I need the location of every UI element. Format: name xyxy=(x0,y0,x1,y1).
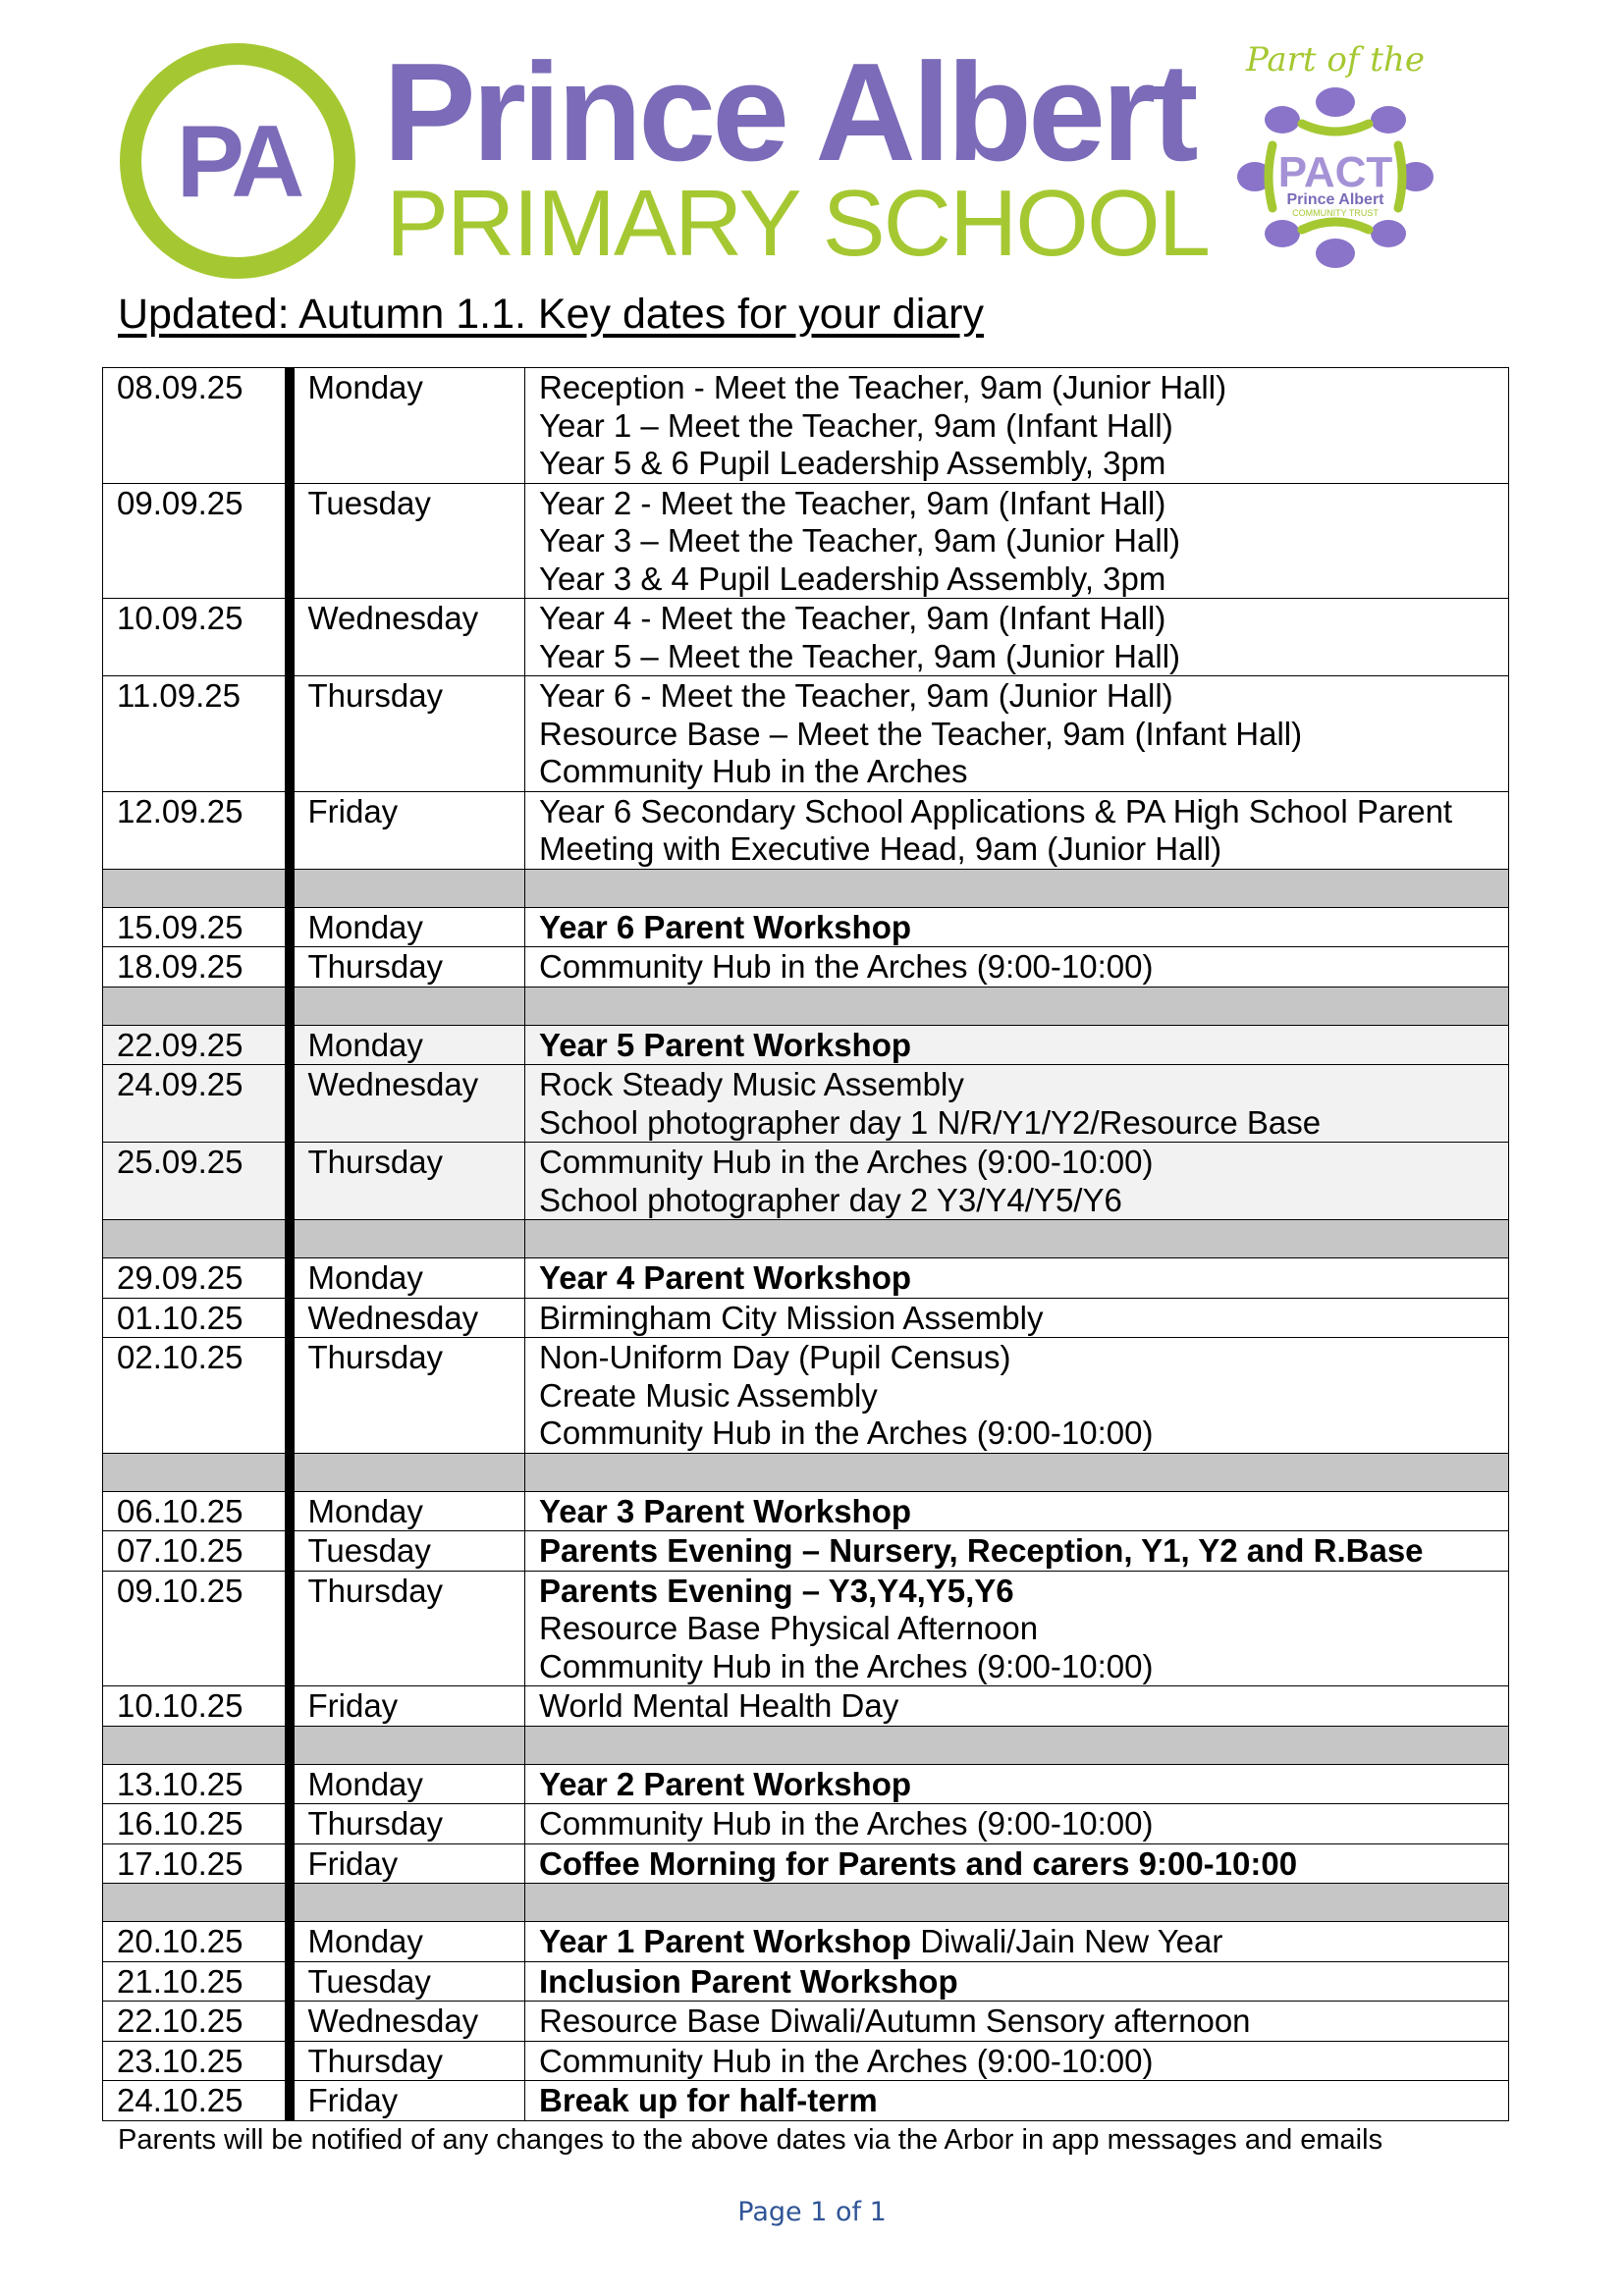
date-cell: 17.10.25 xyxy=(103,1843,290,1884)
day-cell: Friday xyxy=(290,791,525,869)
event-text: Resource Base – Meet the Teacher, 9am (Infant Hall) xyxy=(539,715,1303,752)
separator-cell xyxy=(103,1453,290,1491)
day-cell: Wednesday xyxy=(290,1065,525,1143)
pa-logo-initials: PA xyxy=(176,105,299,219)
day-cell: Monday xyxy=(290,1764,525,1804)
date-cell: 11.09.25 xyxy=(103,676,290,792)
event-line xyxy=(539,1377,1494,1415)
day-cell: Tuesday xyxy=(290,1531,525,1572)
date-cell: 22.10.25 xyxy=(103,2002,290,2042)
separator-cell xyxy=(525,1220,1509,1258)
date-cell: 01.10.25 xyxy=(103,1298,290,1338)
events-cell xyxy=(525,1686,1509,1727)
separator-cell xyxy=(290,1884,525,1922)
events-cell xyxy=(525,1298,1509,1338)
event-line xyxy=(539,1845,1494,1884)
date-cell: 13.10.25 xyxy=(103,1764,290,1804)
pact-tagline: Part of the xyxy=(1246,40,1425,80)
pa-logo xyxy=(118,41,357,281)
separator-cell xyxy=(103,1220,290,1258)
date-cell: 06.10.25 xyxy=(103,1491,290,1531)
date-cell: 21.10.25 xyxy=(103,1961,290,2002)
events-cell xyxy=(525,676,1509,792)
event-text: Year 4 Parent Workshop xyxy=(539,1259,912,1296)
event-text: Year 6 Parent Workshop xyxy=(539,908,912,945)
events-cell xyxy=(525,1143,1509,1220)
separator-cell xyxy=(290,869,525,907)
event-line xyxy=(539,638,1494,676)
event-line xyxy=(539,1766,1494,1804)
pact-line1: Prince Albert xyxy=(1286,191,1384,208)
event-line xyxy=(539,1415,1494,1453)
date-cell: 18.09.25 xyxy=(103,947,290,988)
date-cell: 09.10.25 xyxy=(103,1571,290,1686)
key-dates-body xyxy=(103,368,1509,2121)
day-cell: Friday xyxy=(290,2081,525,2121)
events-cell xyxy=(525,1804,1509,1844)
events-cell xyxy=(525,368,1509,484)
separator-cell xyxy=(525,987,1509,1025)
week-separator xyxy=(103,1453,1509,1491)
event-text: Year 5 – Meet the Teacher, 9am (Junior Hall) xyxy=(539,637,1181,674)
event-text: Non-Uniform Day (Pupil Census) xyxy=(539,1339,1011,1375)
event-line xyxy=(539,1339,1494,1377)
event-text: School photographer day 2 Y3/Y4/Y5/Y6 xyxy=(539,1181,1122,1218)
day-cell: Wednesday xyxy=(290,1298,525,1338)
week-separator xyxy=(103,1884,1509,1922)
date-cell: 08.09.25 xyxy=(103,368,290,484)
day-cell: Monday xyxy=(290,1258,525,1299)
event-line xyxy=(539,909,1494,947)
event-text: Year 5 & 6 Pupil Leadership Assembly, 3pm xyxy=(539,445,1166,481)
separator-cell xyxy=(525,1726,1509,1764)
event-line xyxy=(539,1182,1494,1220)
date-cell: 24.09.25 xyxy=(103,1065,290,1143)
table-row xyxy=(103,599,1509,676)
events-cell xyxy=(525,2002,1509,2042)
event-text: Year 3 – Meet the Teacher, 9am (Junior Hall) xyxy=(539,522,1181,559)
table-row xyxy=(103,1491,1509,1531)
footnote: Parents will be notified of any changes to the above dates via the Arbor in app messages and emails xyxy=(118,2124,1383,2156)
week-separator xyxy=(103,1220,1509,1258)
event-line xyxy=(539,1805,1494,1843)
table-row xyxy=(103,1025,1509,1065)
pact-logo xyxy=(1208,39,1463,285)
table-row xyxy=(103,1804,1509,1844)
page-header xyxy=(0,0,1624,294)
event-text: Year 5 Parent Workshop xyxy=(539,1026,912,1063)
event-text: Resource Base Diwali/Autumn Sensory afternoon xyxy=(539,2002,1251,2039)
event-line xyxy=(539,753,1494,791)
table-row xyxy=(103,1258,1509,1299)
event-text: Year 1 – Meet the Teacher, 9am (Infant Hall) xyxy=(539,406,1173,444)
events-cell xyxy=(525,1764,1509,1804)
event-line xyxy=(539,1532,1494,1571)
events-cell xyxy=(525,2081,1509,2121)
separator-cell xyxy=(525,869,1509,907)
event-text: World Mental Health Day xyxy=(539,1687,899,1724)
event-text: Birmingham City Mission Assembly xyxy=(539,1299,1044,1336)
event-text: Reception - Meet the Teacher, 9am (Junior Hall) xyxy=(539,369,1227,405)
event-suffix: Diwali/Jain New Year xyxy=(911,1923,1223,1959)
events-cell xyxy=(525,947,1509,988)
table-row xyxy=(103,1571,1509,1686)
day-cell: Wednesday xyxy=(290,2002,525,2042)
events-cell xyxy=(525,599,1509,676)
day-cell: Thursday xyxy=(290,1804,525,1844)
table-row xyxy=(103,1531,1509,1572)
separator-cell xyxy=(290,1453,525,1491)
event-text: Resource Base Physical Afternoon xyxy=(539,1610,1039,1646)
date-cell: 22.09.25 xyxy=(103,1025,290,1065)
table-row xyxy=(103,1298,1509,1338)
event-text: Year 3 & 4 Pupil Leadership Assembly, 3pm xyxy=(539,560,1166,597)
day-cell: Monday xyxy=(290,1025,525,1065)
event-text: Parents Evening – Nursery, Reception, Y1, Y2 and R.Base xyxy=(539,1532,1424,1569)
event-text: Create Music Assembly xyxy=(539,1376,878,1414)
date-cell: 23.10.25 xyxy=(103,2041,290,2081)
separator-cell xyxy=(103,869,290,907)
date-cell: 12.09.25 xyxy=(103,791,290,869)
event-text: Break up for half-term xyxy=(539,2082,878,2118)
event-text: Year 6 Secondary School Applications & PA High School Parent Meeting with Executive Head, 9am (Junior Hall) xyxy=(539,792,1453,867)
event-line xyxy=(539,1963,1494,2002)
event-line xyxy=(539,1687,1494,1726)
date-cell: 02.10.25 xyxy=(103,1338,290,1454)
events-cell xyxy=(525,1531,1509,1572)
date-cell: 07.10.25 xyxy=(103,1531,290,1572)
date-cell: 09.09.25 xyxy=(103,483,290,599)
day-cell: Thursday xyxy=(290,1571,525,1686)
events-cell xyxy=(525,1258,1509,1299)
table-row xyxy=(103,483,1509,599)
event-line xyxy=(539,1610,1494,1648)
event-line xyxy=(539,1027,1494,1065)
event-line xyxy=(539,407,1494,446)
table-row xyxy=(103,907,1509,947)
separator-cell xyxy=(525,1453,1509,1491)
day-cell: Monday xyxy=(290,1491,525,1531)
event-text: Year 3 Parent Workshop xyxy=(539,1492,912,1529)
day-cell: Friday xyxy=(290,1843,525,1884)
separator-cell xyxy=(290,1726,525,1764)
event-line xyxy=(539,485,1494,523)
events-cell xyxy=(525,791,1509,869)
date-cell: 10.09.25 xyxy=(103,599,290,676)
event-line xyxy=(539,1144,1494,1182)
event-line xyxy=(539,2082,1494,2120)
event-text: Year 1 Parent Workshop xyxy=(539,1923,912,1959)
event-text: Rock Steady Music Assembly xyxy=(539,1066,964,1102)
day-cell: Tuesday xyxy=(290,1961,525,2002)
event-line xyxy=(539,445,1494,483)
event-line xyxy=(539,1259,1494,1298)
date-cell: 15.09.25 xyxy=(103,907,290,947)
separator-cell xyxy=(103,1884,290,1922)
day-cell: Monday xyxy=(290,1922,525,1962)
week-separator xyxy=(103,987,1509,1025)
event-line xyxy=(539,1493,1494,1531)
school-name: Prince Albert xyxy=(383,34,1195,190)
table-row xyxy=(103,1922,1509,1962)
week-separator xyxy=(103,1726,1509,1764)
event-line xyxy=(539,1300,1494,1338)
date-cell: 20.10.25 xyxy=(103,1922,290,1962)
day-cell: Thursday xyxy=(290,1143,525,1220)
separator-cell xyxy=(103,1726,290,1764)
table-row xyxy=(103,1764,1509,1804)
event-text: Coffee Morning for Parents and carers 9:00-10:00 xyxy=(539,1844,1298,1882)
day-cell: Monday xyxy=(290,368,525,484)
table-row xyxy=(103,1686,1509,1727)
separator-cell xyxy=(525,1884,1509,1922)
event-line xyxy=(539,1648,1494,1686)
event-text: Community Hub in the Arches (9:00-10:00) xyxy=(539,2042,1154,2079)
event-line xyxy=(539,1104,1494,1143)
week-separator xyxy=(103,869,1509,907)
event-text: School photographer day 1 N/R/Y1/Y2/Resource Base xyxy=(539,1103,1322,1141)
school-type: PRIMARY SCHOOL xyxy=(386,171,1210,276)
events-cell xyxy=(525,1025,1509,1065)
event-text: Community Hub in the Arches (9:00-10:00) xyxy=(539,1805,1154,1842)
event-text: Inclusion Parent Workshop xyxy=(539,1962,958,2000)
pact-name: PACT xyxy=(1277,148,1393,196)
separator-cell xyxy=(290,987,525,1025)
event-line xyxy=(539,677,1494,716)
events-cell xyxy=(525,1065,1509,1143)
table-row xyxy=(103,2002,1509,2042)
table-row xyxy=(103,1338,1509,1454)
date-cell: 29.09.25 xyxy=(103,1258,290,1299)
pact-line2: COMMUNITY TRUST xyxy=(1292,208,1379,218)
date-cell: 16.10.25 xyxy=(103,1804,290,1844)
date-cell: 25.09.25 xyxy=(103,1143,290,1220)
event-line xyxy=(539,1066,1494,1104)
event-line xyxy=(539,948,1494,987)
events-cell xyxy=(525,1338,1509,1454)
event-line xyxy=(539,1923,1494,1961)
day-cell: Wednesday xyxy=(290,599,525,676)
event-text: Community Hub in the Arches (9:00-10:00) xyxy=(539,1144,1154,1180)
events-cell xyxy=(525,1961,1509,2002)
events-cell xyxy=(525,1571,1509,1686)
event-text: Community Hub in the Arches xyxy=(539,753,968,789)
event-text: Year 4 - Meet the Teacher, 9am (Infant Hall) xyxy=(539,600,1166,636)
day-cell: Friday xyxy=(290,1686,525,1727)
table-row xyxy=(103,1843,1509,1884)
events-cell xyxy=(525,1491,1509,1531)
table-row xyxy=(103,676,1509,792)
table-row xyxy=(103,2081,1509,2121)
table-row xyxy=(103,791,1509,869)
events-cell xyxy=(525,1922,1509,1962)
event-text: Community Hub in the Arches (9:00-10:00) xyxy=(539,1415,1154,1451)
table-row xyxy=(103,1065,1509,1143)
table-row xyxy=(103,2041,1509,2081)
event-text: Parents Evening – Y3,Y4,Y5,Y6 xyxy=(539,1572,1014,1609)
separator-cell xyxy=(103,987,290,1025)
table-row xyxy=(103,1143,1509,1220)
events-cell xyxy=(525,2041,1509,2081)
table-row xyxy=(103,947,1509,988)
event-text: Year 6 - Meet the Teacher, 9am (Junior Hall) xyxy=(539,677,1173,714)
day-cell: Thursday xyxy=(290,676,525,792)
date-cell: 24.10.25 xyxy=(103,2081,290,2121)
events-cell xyxy=(525,483,1509,599)
event-line xyxy=(539,561,1494,599)
events-cell xyxy=(525,1843,1509,1884)
event-line xyxy=(539,1573,1494,1611)
table-row xyxy=(103,368,1509,484)
day-cell: Monday xyxy=(290,907,525,947)
event-line xyxy=(539,600,1494,638)
event-text: Year 2 Parent Workshop xyxy=(539,1765,912,1802)
page-title: Updated: Autumn 1.1. Key dates for your diary xyxy=(118,291,985,338)
day-cell: Thursday xyxy=(290,1338,525,1454)
event-text: Community Hub in the Arches (9:00-10:00) xyxy=(539,1647,1154,1684)
event-line xyxy=(539,793,1494,869)
event-text: Year 2 - Meet the Teacher, 9am (Infant Hall) xyxy=(539,484,1166,521)
day-cell: Thursday xyxy=(290,2041,525,2081)
event-line xyxy=(539,2043,1494,2081)
page-number: Page 1 of 1 xyxy=(737,2197,887,2227)
day-cell: Tuesday xyxy=(290,483,525,599)
event-line xyxy=(539,522,1494,561)
key-dates-table xyxy=(102,367,1509,2121)
event-line xyxy=(539,2002,1494,2041)
table-row xyxy=(103,1961,1509,2002)
events-cell xyxy=(525,907,1509,947)
day-cell: Thursday xyxy=(290,947,525,988)
event-line xyxy=(539,716,1494,754)
event-line xyxy=(539,369,1494,407)
event-text: Community Hub in the Arches (9:00-10:00) xyxy=(539,948,1154,985)
separator-cell xyxy=(290,1220,525,1258)
date-cell: 10.10.25 xyxy=(103,1686,290,1727)
